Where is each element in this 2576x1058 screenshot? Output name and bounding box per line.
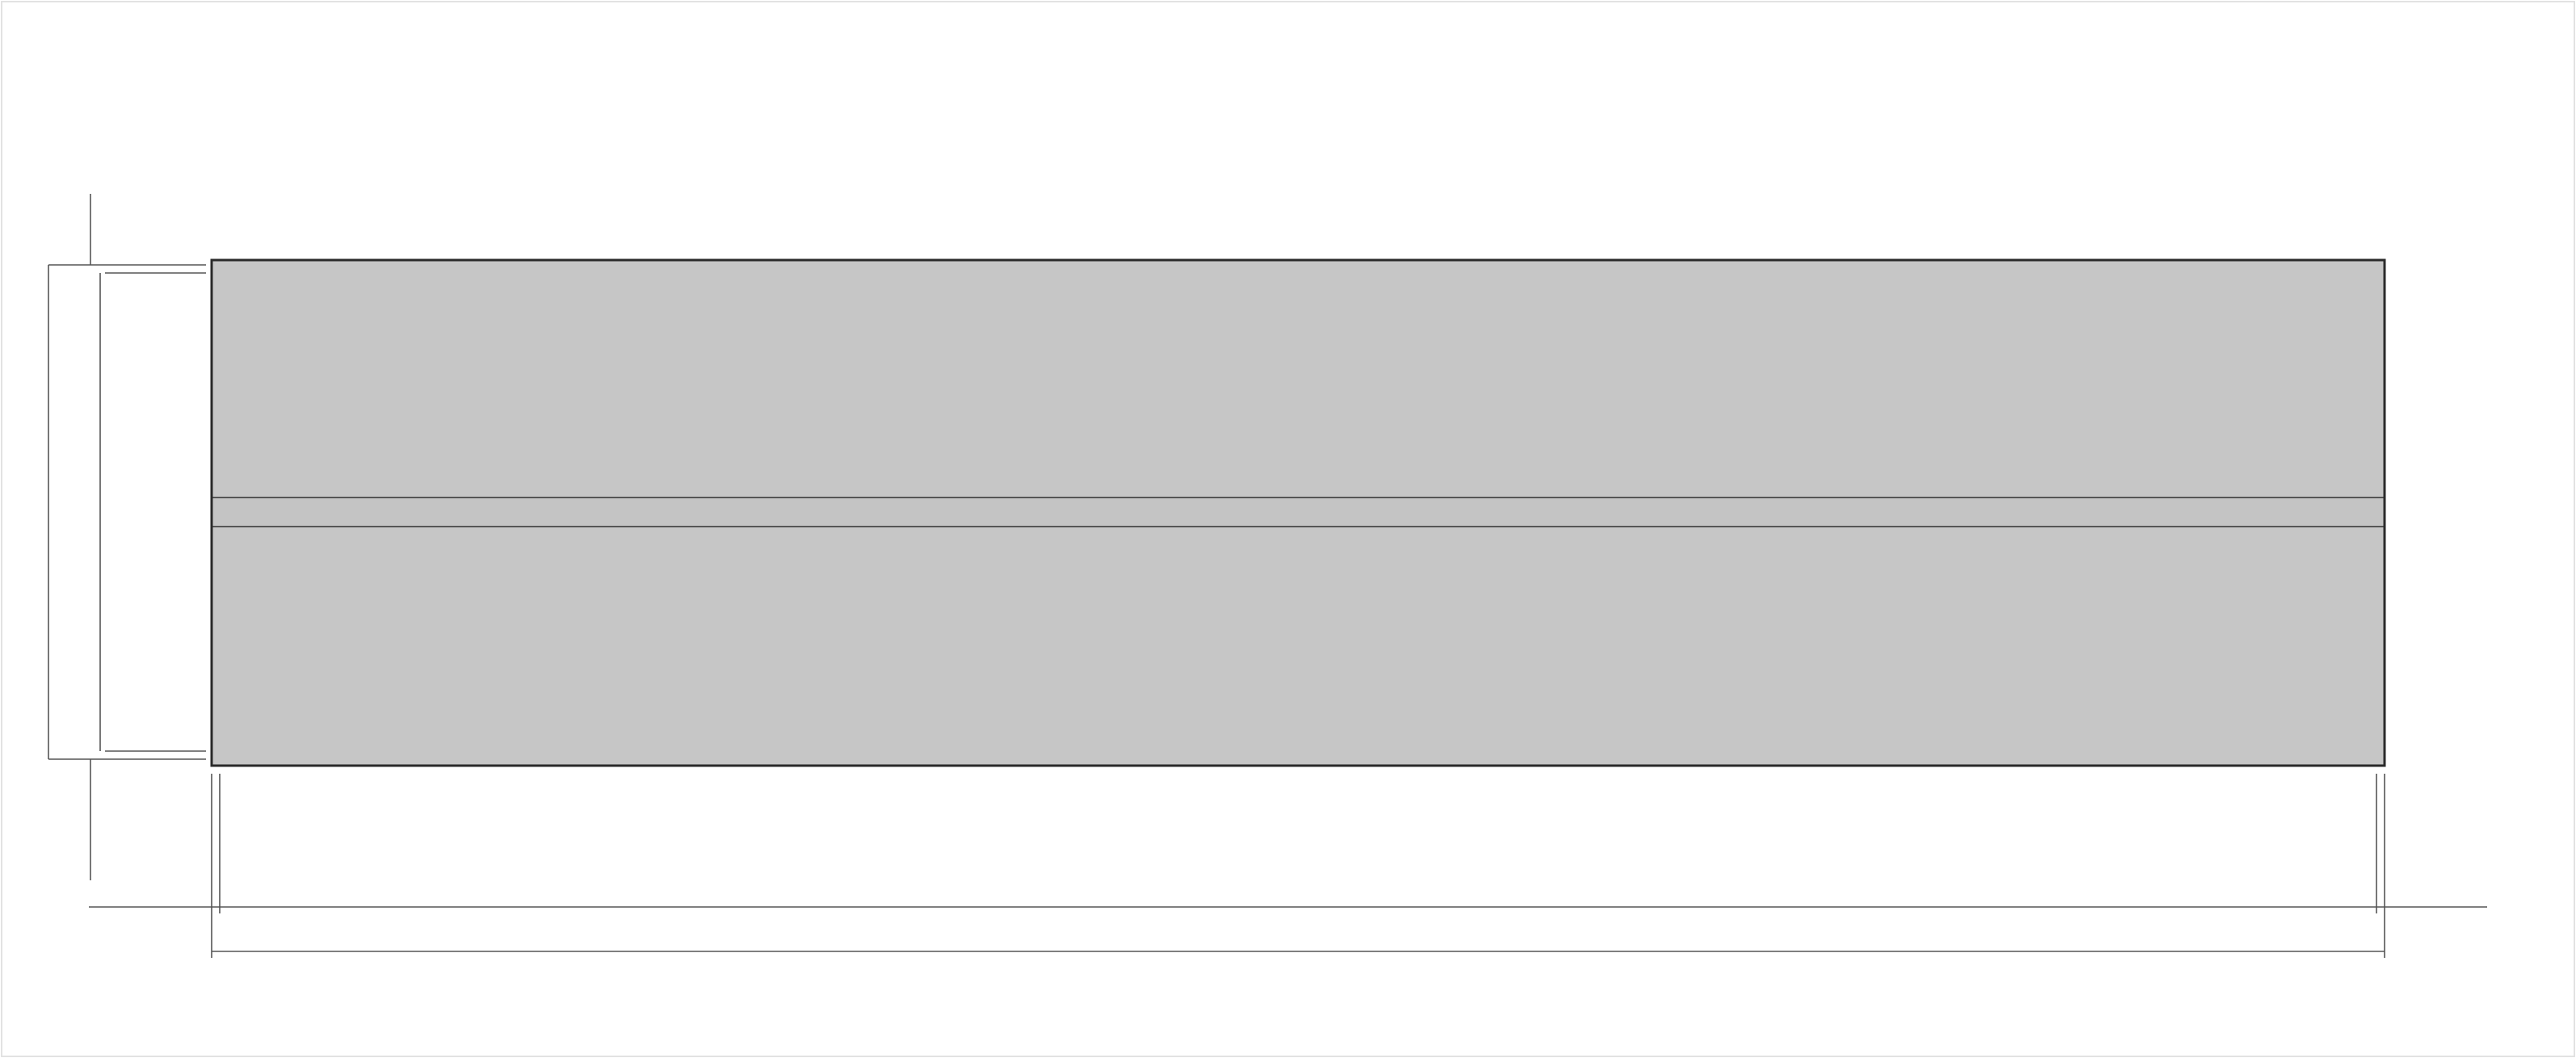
left-dimensions [48, 194, 206, 880]
building-plan [212, 260, 2385, 766]
overall-dimensions [89, 774, 2487, 958]
ridge-band [212, 498, 2385, 527]
